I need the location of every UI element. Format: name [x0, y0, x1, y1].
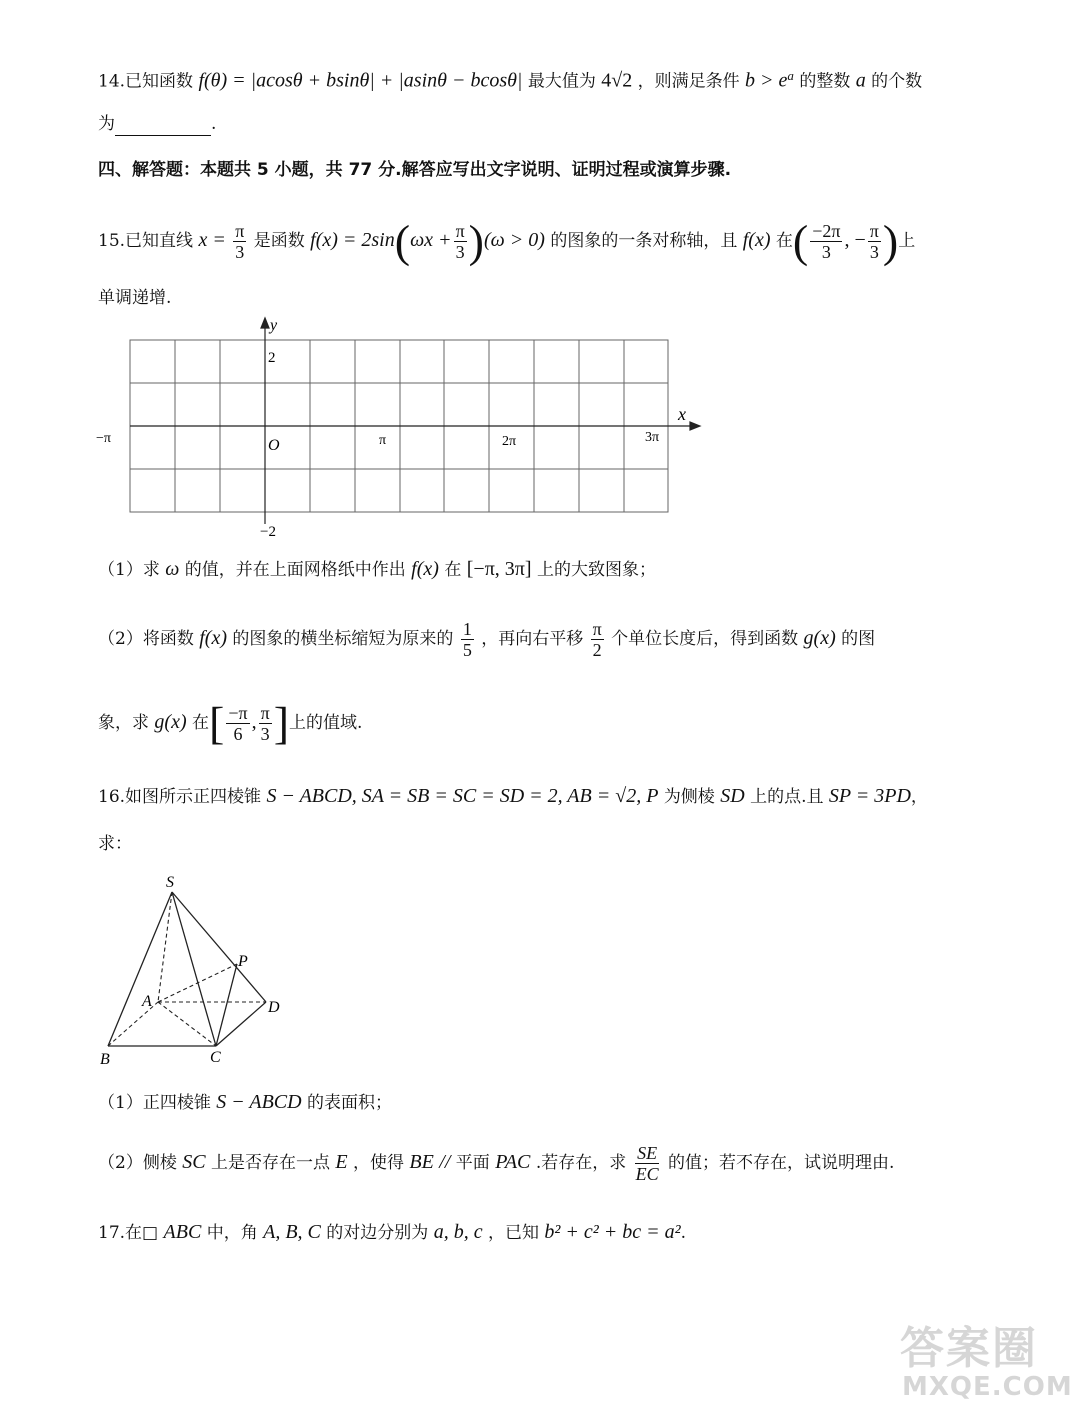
- frac-den: 3: [235, 242, 245, 262]
- q15-line2: 单调递增.: [98, 288, 172, 308]
- frac-num: −2π: [812, 221, 841, 241]
- vertex-S: S: [166, 874, 174, 891]
- q15-text-c: 的图象的一条对称轴，且: [550, 231, 738, 251]
- watermark-url: MXQE.COM: [902, 1372, 1073, 1402]
- watermark-logo: 答案圈: [900, 1323, 1038, 1374]
- vertex-D: D: [268, 999, 280, 1016]
- paren-open: (: [394, 215, 411, 267]
- vertex-A: A: [142, 993, 152, 1010]
- q16-p2-a: （2）侧棱: [98, 1153, 177, 1173]
- q15-p1-fx: f(x): [411, 558, 439, 580]
- frac-num: π: [235, 221, 245, 241]
- q15-p1-a: （1）求: [98, 560, 160, 580]
- q17-equation: b² + c² + bc = a²: [544, 1221, 681, 1243]
- q15-frac-pi-3d: [259, 703, 272, 744]
- q15-p1-d: 上的大致图象；: [536, 560, 656, 580]
- q16-cond: S − ABCD, SA = SB = SC = SD = 2, AB = √2, P: [266, 785, 659, 807]
- q15-text-b: 是函数: [253, 231, 305, 251]
- q15-omega-cond: (ω > 0): [483, 229, 545, 251]
- frac-num: π: [455, 221, 465, 241]
- q14-text-int: 的整数: [799, 71, 851, 92]
- q16-p1-a: （1）正四棱锥: [98, 1093, 211, 1113]
- q14-condition: b > e: [745, 69, 788, 92]
- q15-part1: [98, 557, 656, 582]
- q16-sd: SD: [720, 785, 745, 807]
- q15-part2-line2: [98, 698, 362, 748]
- y-tick-2: 2: [268, 350, 276, 366]
- q15-p2-gx: g(x): [154, 711, 187, 733]
- y-tick-neg2: −2: [260, 524, 276, 540]
- q15-gx: g(x): [803, 627, 836, 649]
- q15-frac-pi-2: [591, 619, 604, 660]
- frac-den: 2: [592, 640, 602, 660]
- x-tick-2pi: 2π: [502, 434, 517, 449]
- q16-be: BE: [409, 1151, 434, 1173]
- q15-line1: [98, 215, 916, 267]
- q14-period: .: [211, 114, 217, 134]
- q15-p2-b: 的图象的横坐标缩短为原来的: [232, 629, 454, 649]
- q17-sides: a, b, c: [433, 1221, 483, 1243]
- q16-text-a: 16.如图所示正四棱锥: [98, 787, 262, 807]
- x-axis-label: x: [678, 404, 686, 424]
- q16-p1-b: 的表面积；: [307, 1093, 392, 1113]
- q16-frac-se-ec: [634, 1143, 661, 1184]
- origin-label: O: [268, 437, 280, 454]
- q14-text-cond: ，则满足条件: [637, 71, 740, 92]
- q14-text-max: 最大值为: [527, 71, 596, 92]
- bracket-close: ]: [273, 697, 290, 749]
- q16-line2: 求：: [98, 834, 132, 854]
- q17-text-b: 中，角: [206, 1223, 258, 1243]
- q15-p2-l2-a: 象，求: [98, 713, 149, 733]
- q15-p2-l2-c: 上的值域.: [289, 713, 363, 733]
- q16-p2-d: 平面: [455, 1153, 490, 1173]
- q16-part1: [98, 1090, 392, 1115]
- q16-text-b: 为侧棱: [663, 787, 715, 807]
- frac-den: 3: [260, 724, 270, 744]
- vertex-B: B: [100, 1051, 110, 1068]
- q16-ratio: SP = 3PD: [828, 785, 911, 807]
- q16-pyramid: S − ABCD: [216, 1091, 302, 1113]
- x-tick-pi: π: [379, 433, 387, 448]
- q15-p2-d: 个单位长度后，得到函数: [611, 629, 799, 649]
- frac-num: SE: [637, 1143, 658, 1163]
- frac-den: 3: [455, 242, 465, 262]
- q16-p2-e: .若存在，求: [535, 1153, 627, 1173]
- q16-sc: SC: [182, 1151, 206, 1173]
- q15-p1-b: 的值，并在上面网格纸中作出: [184, 560, 406, 580]
- q17-text-c: 的对边分别为: [326, 1223, 429, 1243]
- q14-condition-exp: a: [787, 68, 794, 83]
- frac-den: EC: [635, 1164, 659, 1184]
- x-tick-neg-pi: −π: [96, 431, 111, 446]
- q15-p1-c: 在: [444, 560, 462, 580]
- paren-close-2: ): [882, 215, 899, 267]
- frac-num: π: [260, 703, 270, 723]
- q17-angles: A, B, C: [263, 1221, 321, 1243]
- q16-text-c: 上的点.且: [750, 787, 824, 807]
- frac-den: 3: [869, 242, 879, 262]
- vertex-C: C: [210, 1049, 221, 1066]
- q15-frac-pi-3c: [868, 221, 881, 262]
- q15-x-eq: x =: [198, 229, 226, 251]
- q14-max-value: 4√2: [601, 69, 633, 92]
- q15-text-e: 上: [898, 231, 916, 251]
- q16-comma: ，: [910, 787, 928, 807]
- q14-text-wei: 为: [98, 114, 115, 134]
- comma: ,: [251, 711, 257, 733]
- q15-frac-2pi-3: [810, 221, 842, 262]
- section-heading: 四、解答题：本题共 5 小题，共 77 分.解答应写出文字说明、证明过程或演算步骤.: [98, 160, 732, 180]
- vertex-P: P: [238, 953, 248, 970]
- q14-text-count: 的个数: [871, 71, 923, 92]
- paren-open-2: (: [792, 215, 809, 267]
- q15-comma: , −: [844, 229, 866, 251]
- q15-frac-pi-3: [233, 221, 246, 262]
- frac-num: π: [592, 619, 602, 639]
- q16-parallel: //: [439, 1151, 451, 1173]
- q15-fdef-arg: ωx +: [410, 229, 452, 251]
- q17-line1: [98, 1220, 686, 1245]
- frac-num: π: [869, 221, 879, 241]
- y-axis-label: y: [270, 317, 278, 334]
- q15-frac-1-5: [461, 619, 474, 660]
- q15-p2-l2-b: 在: [192, 713, 210, 733]
- q14-line1: [98, 64, 922, 94]
- q15-p2-e: 的图: [841, 629, 876, 649]
- q15-text-a: 15.已知直线: [98, 231, 194, 251]
- q16-p2-c: ，使得: [353, 1153, 405, 1173]
- q15-frac-pi-3b: [454, 221, 467, 262]
- q16-e: E: [335, 1151, 348, 1173]
- q15-p2-c: ，再向右平移: [481, 629, 584, 649]
- q17-text-d: ，已知: [488, 1223, 539, 1243]
- frac-num: 1: [462, 619, 472, 639]
- frac-den: 5: [462, 640, 472, 660]
- frac-num: −π: [228, 703, 248, 723]
- q15-p2-fx: f(x): [199, 627, 227, 649]
- q14-var-a: a: [855, 69, 866, 92]
- q16-part2: [98, 1138, 894, 1187]
- q14-function: f(θ) = |acosθ + bsinθ| + |asinθ − bcosθ|: [198, 69, 523, 92]
- q17-text-a: 17.在□: [98, 1223, 159, 1243]
- frac-den: 3: [821, 242, 831, 262]
- q15-text-d: 在: [775, 231, 793, 251]
- q15-omega: ω: [165, 558, 180, 580]
- q16-p2-b: 上是否存在一点: [210, 1153, 330, 1173]
- q15-frac-negpi-6: [226, 703, 249, 744]
- pyramid-figure: [96, 868, 296, 1068]
- q15-part2: [98, 614, 875, 663]
- q14-text: 14.已知函数: [98, 71, 194, 92]
- q15-fx: f(x): [742, 229, 771, 251]
- frac-den: 6: [233, 724, 243, 744]
- bracket-open: [: [209, 697, 225, 749]
- q15-p2-a: （2）将函数: [98, 629, 194, 649]
- paren-close: ): [468, 215, 484, 267]
- axes: [130, 318, 700, 524]
- answer-blank[interactable]: [115, 117, 211, 136]
- q17-abc: ABC: [163, 1221, 202, 1243]
- q16-pac: PAC: [495, 1151, 531, 1173]
- q15-fdef: f(x) = 2sin: [310, 229, 395, 251]
- q16-p2-f: 的值；若不存在，试说明理由.: [668, 1153, 895, 1173]
- x-tick-3pi: 3π: [645, 430, 660, 445]
- q16-line1: [98, 784, 928, 809]
- q15-interval: [−π, 3π]: [466, 558, 532, 580]
- q14-line2: [98, 112, 216, 136]
- graph-grid[interactable]: [92, 314, 712, 544]
- q17-period: .: [680, 1223, 687, 1243]
